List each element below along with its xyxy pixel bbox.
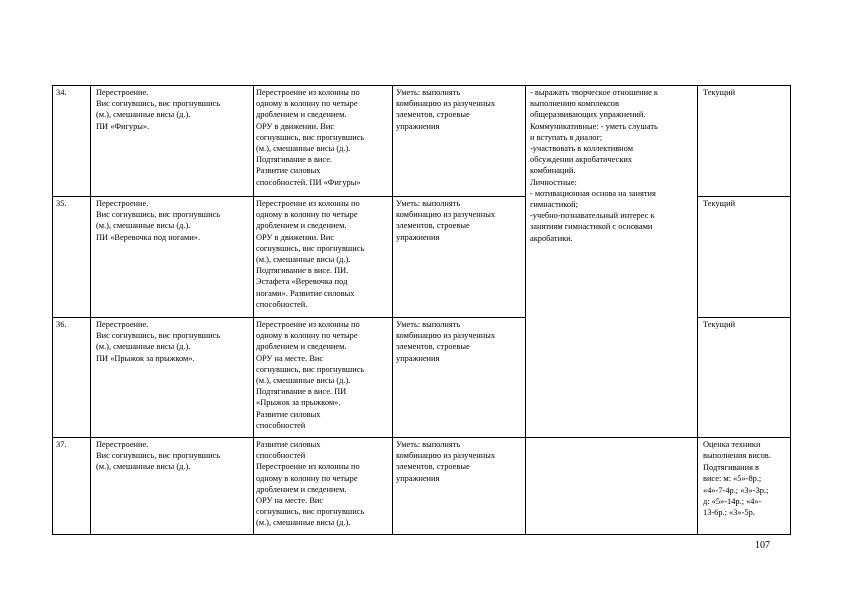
- col-line-2: [253, 85, 254, 535]
- lesson-number: 34.: [56, 88, 67, 97]
- lesson-number: 36.: [56, 320, 67, 329]
- lesson-skills: Уметь: выполнять комбинацию из разученных элементов, строевые упражнения: [396, 88, 496, 131]
- col-line-3: [392, 85, 393, 535]
- row-line-35-36: [52, 317, 525, 318]
- lesson-control: Текущий: [703, 199, 736, 208]
- row-line-bottom: [52, 534, 791, 535]
- row-line-36-37: [52, 437, 791, 438]
- lesson-control: Текущий: [703, 88, 736, 97]
- lesson-topic: Перестроение. Вис согнувшись, вис прогнувшись (м.), смешанные висы (д.). ПИ «Прыжок за прыжком».: [96, 320, 221, 363]
- row-line-34-35-control: [697, 196, 791, 197]
- lesson-number: 37.: [56, 440, 67, 449]
- col-line-4: [525, 85, 526, 535]
- lesson-topic: Перестроение. Вис согнувшись, вис прогнувшись (м.), смешанные висы (д.).: [96, 440, 221, 472]
- lesson-number: 35.: [56, 199, 67, 208]
- col-line-0: [52, 85, 53, 535]
- lesson-content: Перестроение из колонны по одному в колонну по четыре дроблением и сведением. ОРУ на месте. Вис согнувшись, вис прогнувшись (м.), смешанные висы (д.). Подтягивание в висе. ПИ «Прыжок за прыжком». Развитие силовых способностей: [256, 320, 365, 430]
- learning-outcomes: - выражать творческое отношение к выполнению комплексов общеразвивающих упражнений. Коммуникативные: - уметь слушать и вступать в диалог; -участвовать в коллективном обсуждении акробатических комбинаций. Личностные: - мотивационная основа на занятия гимнастикой; -учебно-познавательный интерес к занятиям гимнастикой с основами акробатики.: [530, 88, 658, 243]
- col-line-5: [697, 85, 698, 535]
- col-line-1: [90, 85, 91, 535]
- page-number: 107: [755, 540, 770, 551]
- lesson-topic: Перестроение. Вис согнувшись, вис прогнувшись (м.), смешанные висы (д.). ПИ «Веревочка под ногами».: [96, 199, 221, 242]
- lesson-skills: Уметь: выполнять комбинацию из разученных элементов, строевые упражнения: [396, 440, 496, 483]
- lesson-skills: Уметь: выполнять комбинацию из разученных элементов, строевые упражнения: [396, 199, 496, 242]
- lesson-topic: Перестроение. Вис согнувшись, вис прогнувшись (м.), смешанные висы (д.). ПИ «Фигуры».: [96, 88, 221, 131]
- lesson-content: Развитие силовых способностей Перестроение из колонны по одному в колонну по четыре дроблением и сведением. ОРУ на месте. Вис согнувшись, вис прогнувшись (м.), смешанные висы (д.).: [256, 440, 365, 528]
- lesson-plan-table: [52, 85, 791, 535]
- lesson-control: Текущий: [703, 320, 736, 329]
- lesson-skills: Уметь: выполнять комбинацию из разученных элементов, строевые упражнения: [396, 320, 496, 363]
- col-line-6: [790, 85, 791, 535]
- lesson-control: Оценка техники выполнения висов. Подтягивания в висе: м: «5»-8р.; «4»-7-4р.; «3»-3р.; д: «5»-14р.; «4»- 13-6р.; «3»-5р.: [703, 440, 771, 518]
- row-line-35-36-control: [697, 317, 791, 318]
- lesson-content: Перестроение из колонны по одному в колонну по четыре дроблением и сведением. ОРУ в движении. Вис согнувшись, вис прогнувшись (м.), смешанные висы (д.). Подтягивание в висе. ПИ. Эстафета «Веревочка под ногами». Развитие силовых способностей.: [256, 199, 365, 309]
- lesson-content: Перестроение из колонны по одному в колонну по четыре дроблением и сведением. ОРУ в движении. Вис согнувшись, вис прогнувшись (м.), смешанные висы (д.). Подтягивание в висе. Развитие силовых способностей. ПИ «Фигуры»: [256, 88, 365, 187]
- row-line-top: [52, 85, 791, 86]
- row-line-34-35: [52, 196, 525, 197]
